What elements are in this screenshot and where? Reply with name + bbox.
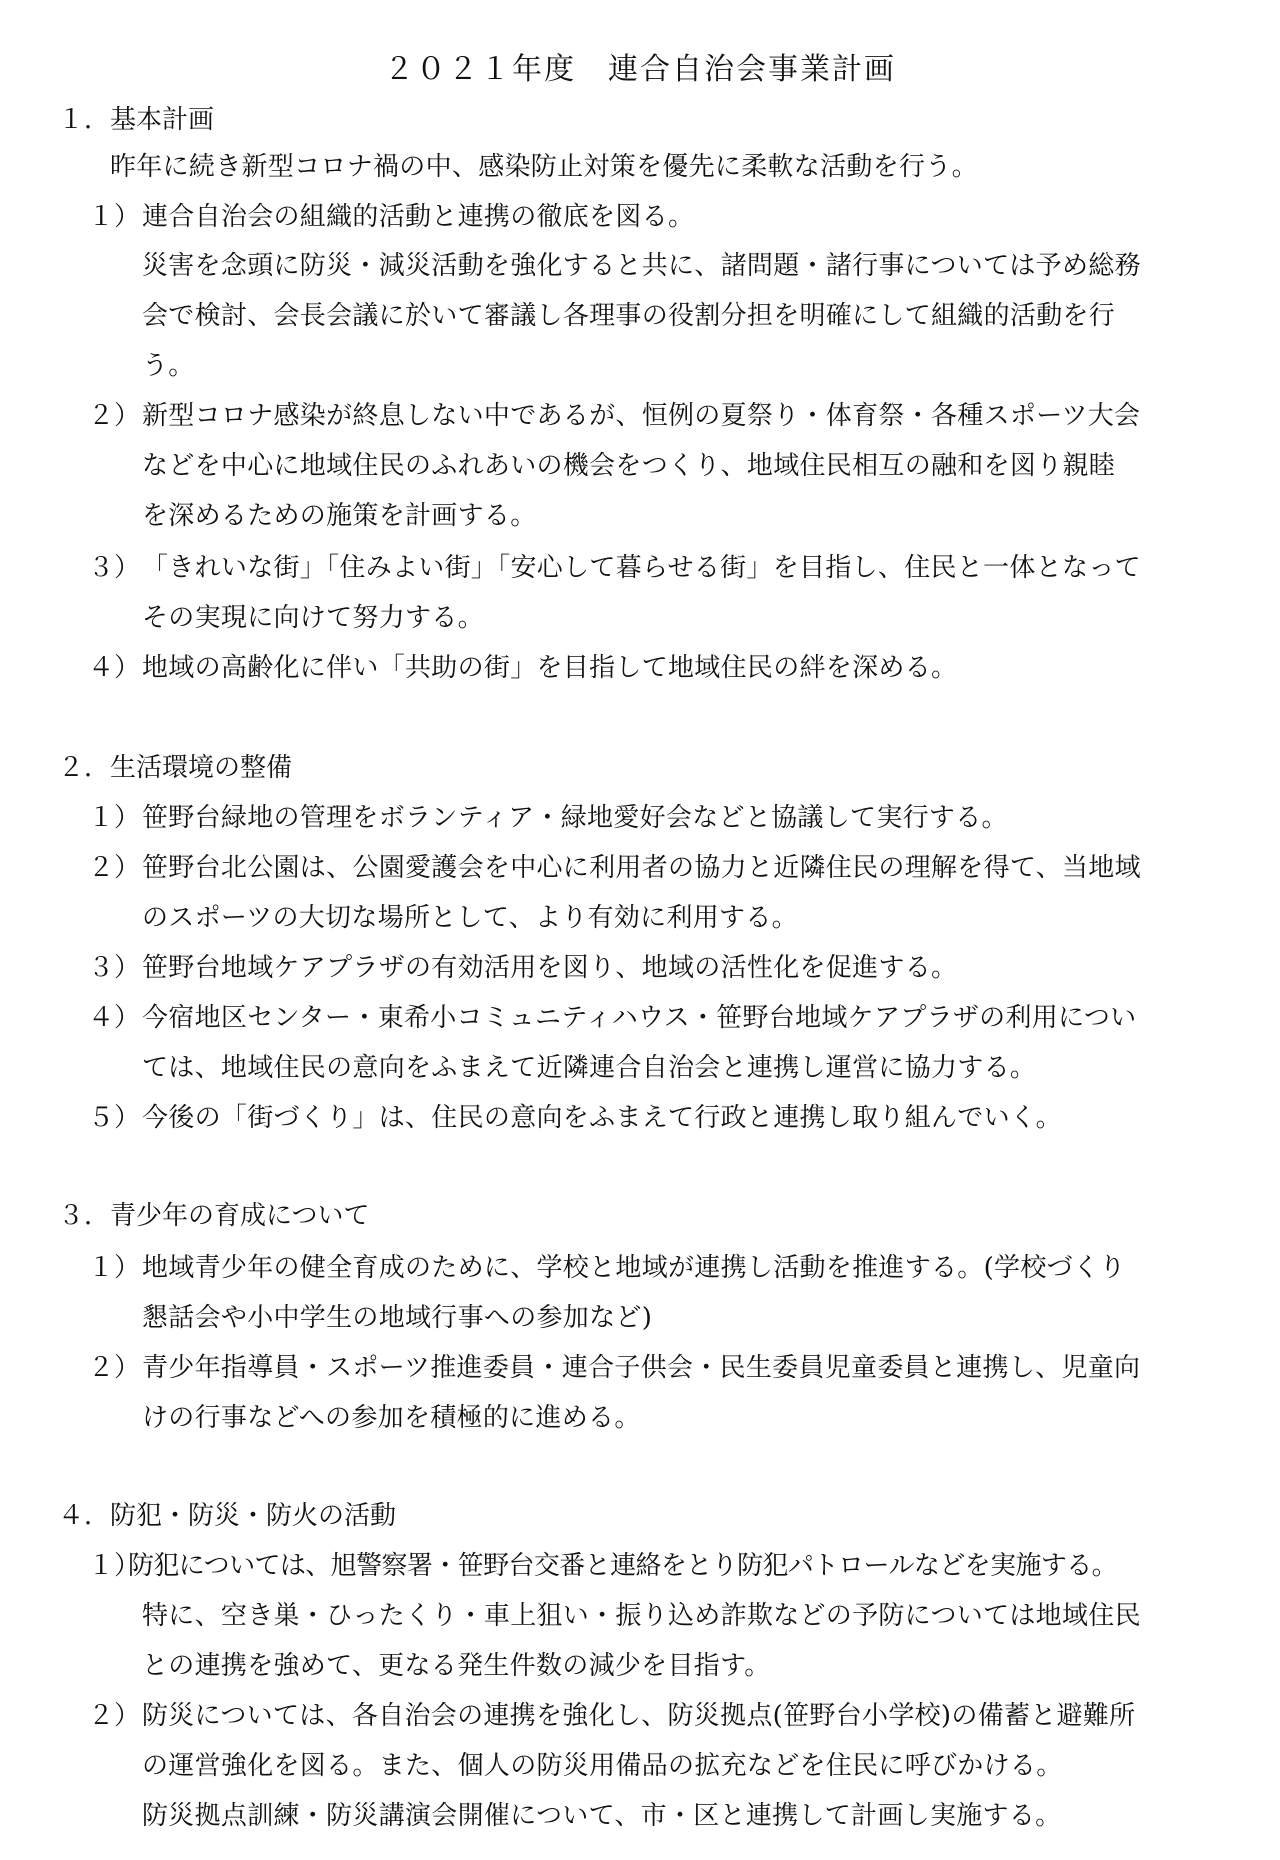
item-number: ２） xyxy=(88,1353,141,1383)
item-number: １） xyxy=(88,1253,141,1283)
item-line: を深めるための施策を計画する。 xyxy=(142,501,537,531)
item-number: ２） xyxy=(88,1701,141,1731)
item-line: ては、地域住民の意向をふまえて近隣連合自治会と連携し運営に協力する。 xyxy=(142,1053,1037,1083)
item-line: けの行事などへの参加を積極的に進める。 xyxy=(142,1403,641,1433)
section-heading: ３．青少年の育成について xyxy=(58,1201,370,1231)
item-line: 「きれいな街」「住みよい街」「安心して暮らせる街」を目指し、住民と一体となって xyxy=(142,553,1141,583)
item-line: 新型コロナ感染が終息しない中であるが、恒例の夏祭り・体育祭・各種スポーツ大会 xyxy=(142,401,1141,431)
section-heading: ２．生活環境の整備 xyxy=(58,753,293,783)
item-line: 防災については、各自治会の連携を強化し、防災拠点(笹野台小学校)の備蓄と避難所 xyxy=(142,1701,1136,1731)
item-number: ２） xyxy=(88,853,141,883)
item-line: 今宿地区センター・東希小コミュニティハウス・笹野台地域ケアプラザの利用につい xyxy=(142,1003,1137,1033)
item-number: ３） xyxy=(88,553,141,583)
item-line: 青少年指導員・スポーツ推進委員・連合子供会・民生委員児童委員と連携し、児童向 xyxy=(142,1353,1141,1383)
item-line: 笹野台地域ケアプラザの有効活用を図り、地域の活性化を促進する。 xyxy=(142,953,958,983)
item-number: １） xyxy=(88,803,141,833)
item-line: 連合自治会の組織的活動と連携の徹底を図る。 xyxy=(142,202,695,232)
document-title: ２０２１年度 連合自治会事業計画 xyxy=(384,52,896,87)
item-line: 防災拠点訓練・防災講演会開催について、市・区と連携して計画し実施する。 xyxy=(142,1801,1062,1831)
item-number: ３） xyxy=(88,953,141,983)
item-line: との連携を強めて、更なる発生件数の減少を目指す。 xyxy=(142,1651,771,1681)
item-line: のスポーツの大切な場所として、より有効に利用する。 xyxy=(142,903,798,933)
item-line: 災害を念頭に防災・減災活動を強化すると共に、諸問題・諸行事については予め総務 xyxy=(142,251,1141,281)
item-line: 会で検討、会長会議に於いて審議し各理事の役割分担を明確にして組織的活動を行 xyxy=(142,301,1116,331)
item-line: 地域の高齢化に伴い「共助の街」を目指して地域住民の絆を深める。 xyxy=(142,653,958,683)
section-intro: 昨年に続き新型コロナ禍の中、感染防止対策を優先に柔軟な活動を行う。 xyxy=(110,152,978,182)
item-line: 笹野台緑地の管理をボランティア・緑地愛好会などと協議して実行する。 xyxy=(142,803,1008,833)
item-number: ５） xyxy=(88,1103,141,1133)
item-number: １） xyxy=(88,202,141,232)
item-line: などを中心に地域住民のふれあいの機会をつくり、地域住民相互の融和を図り親睦 xyxy=(142,451,1116,481)
item-line: 防犯については、旭警察署・笹野台交番と連絡をとり防犯パトロールなどを実施する。 xyxy=(128,1551,1118,1581)
section-heading: １．基本計画 xyxy=(58,105,215,135)
item-line: 地域青少年の健全育成のために、学校と地域が連携し活動を推進する。(学校づくり xyxy=(142,1253,1126,1283)
item-line: 懇話会や小中学生の地域行事への参加など) xyxy=(142,1303,653,1333)
item-line: の運営強化を図る。また、個人の防災用備品の拡充などを住民に呼びかける。 xyxy=(142,1751,1063,1781)
item-number: ２） xyxy=(88,401,141,431)
item-line: その実現に向けて努力する。 xyxy=(142,603,484,633)
section-heading: ４．防犯・防災・防火の活動 xyxy=(58,1501,397,1531)
item-line: う。 xyxy=(142,351,195,381)
item-line: 笹野台北公園は、公園愛護会を中心に利用者の協力と近隣住民の理解を得て、当地域 xyxy=(142,853,1141,883)
item-number: １） xyxy=(88,1551,141,1581)
item-number: ４） xyxy=(88,1003,141,1033)
item-line: 今後の「街づくり」は、住民の意向をふまえて行政と連携し取り組んでいく。 xyxy=(142,1103,1062,1133)
item-number: ４） xyxy=(88,653,141,683)
item-line: 特に、空き巣・ひったくり・車上狙い・振り込め詐欺などの予防については地域住民 xyxy=(142,1601,1141,1631)
